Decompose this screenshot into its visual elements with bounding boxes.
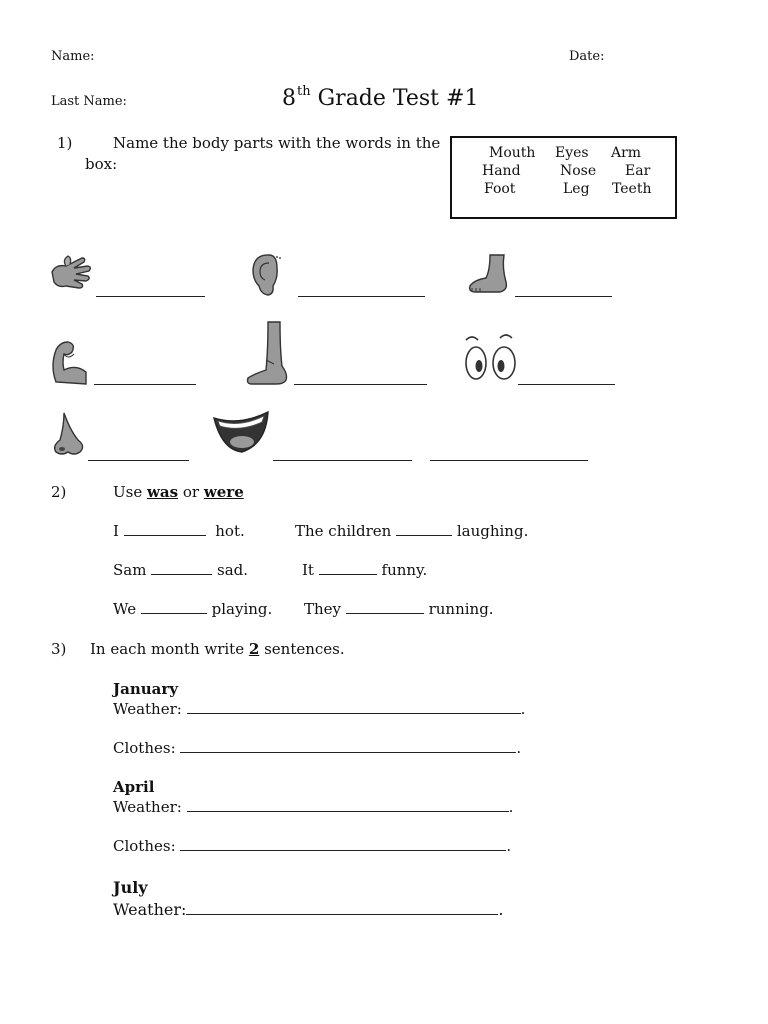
q2-instruction: Use was or were (113, 483, 244, 501)
answer-line-4[interactable] (94, 370, 196, 389)
answer-line-3[interactable] (515, 282, 612, 301)
word-box (450, 136, 677, 219)
july-weather: Weather: . (113, 900, 504, 919)
word-ear: Ear (625, 163, 651, 179)
mouth-icon (212, 408, 270, 458)
answer-line-9[interactable] (430, 446, 588, 465)
january-weather: Weather: . (113, 700, 526, 718)
month-january: January (113, 680, 178, 698)
month-april: April (113, 778, 155, 796)
word-leg: Leg (563, 181, 590, 197)
q3-number: 3) (51, 640, 67, 658)
page-title: 8th Grade Test #1 (282, 84, 479, 111)
q1-instruction-line1: Name the body parts with the words in the (113, 134, 441, 152)
q2-sentence-2: The children laughing. (295, 522, 529, 540)
answer-line-7[interactable] (88, 446, 189, 465)
answer-line-5[interactable] (294, 370, 427, 389)
answer-line-8[interactable] (273, 446, 412, 465)
q1-number: 1) (57, 134, 73, 152)
word-eyes: Eyes (555, 145, 589, 161)
q3-instruction: In each month write 2 sentences. (90, 640, 345, 658)
word-nose: Nose (560, 163, 597, 179)
april-clothes: Clothes: . (113, 837, 512, 855)
january-clothes: Clothes: . (113, 739, 522, 757)
q2-sentence-3: Sam sad. (113, 561, 249, 579)
answer-line-1[interactable] (96, 282, 205, 301)
answer-line-6[interactable] (518, 370, 615, 389)
last-name-label: Last Name: (51, 94, 127, 109)
word-hand: Hand (482, 163, 521, 179)
month-july: July (113, 878, 148, 897)
q2-sentence-4: It funny. (302, 561, 428, 579)
word-mouth: Mouth (489, 145, 536, 161)
answer-line-2[interactable] (298, 282, 425, 301)
q2-sentence-1: I hot. (113, 522, 245, 540)
nose-icon (50, 410, 88, 458)
q2-number: 2) (51, 483, 67, 501)
word-teeth: Teeth (612, 181, 652, 197)
hand-icon (48, 250, 96, 298)
date-label: Date: (569, 49, 605, 64)
april-weather: Weather: . (113, 798, 514, 816)
word-arm: Arm (611, 145, 642, 161)
q2-sentence-6: They running. (304, 600, 494, 618)
arm-icon (48, 336, 92, 388)
word-foot: Foot (484, 181, 516, 197)
q2-sentence-5: We playing. (113, 600, 273, 618)
q1-instruction-line2: box: (85, 155, 118, 173)
name-label: Name: (51, 49, 95, 64)
ear-icon (248, 252, 282, 298)
foot-icon (466, 252, 514, 296)
eyes-icon (462, 332, 522, 384)
leg-icon (244, 320, 292, 386)
